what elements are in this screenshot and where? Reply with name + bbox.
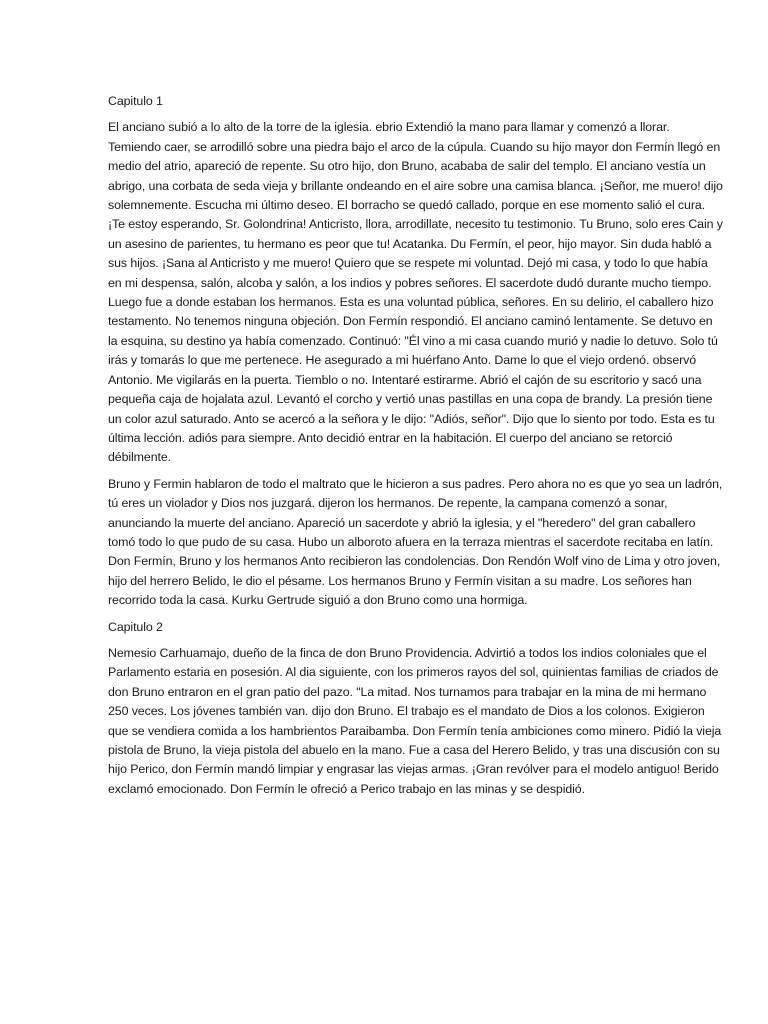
chapter-1-paragraph-2: Bruno y Fermin hablaron de todo el maltrato que le hicieron a sus padres. Pero ahora no es que yo sea un ladrón, tú eres un violador y Dios nos juzgará. dijeron los hermanos. De repente, la campana comenzó a sonar, anunciando la muerte del anciano. Apareció un sacerdote y abrió la iglesia, y el "heredero" del gran caballero tomó todo lo que pudo de su casa. Hubo un alboroto afuera en la terraza mientras el sacerdote recitaba en latín. Don Fermín, Bruno y los hermanos Anto recibieron las condolencias. Don Rendón Wolf vino de Lima y otro joven, hijo del herrero Belido, le dio el pésame. Los hermanos Bruno y Fermín visitan a su madre. Los señores han recorrido toda la casa. Kurku Gertrude siguió a don Bruno como una hormiga. xyxy=(108,476,723,608)
chapter-2-paragraph-1: Nemesio Carhuamajo, dueño de la finca de don Bruno Providencia. Advirtió a todos los indios coloniales que el Parlamento estaria en posesión. Al dia siguiente, con los primeros rayos del sol, quinientas familias de criados de don Bruno entraron en el gran patio del pazo. "La mitad. Nos turnamos para trabajar en la mina de mi hermano 250 veces. Los jóvenes también van. dijo don Bruno. El trabajo es el mandato de Dios a los colonos. Exigieron que se vendiera comida a los hambrientos Paraibamba. Don Fermín tenía ambiciones como minero. Pidió la vieja pistola de Bruno, la vieja pistola del abuelo en la mano. Fue a casa del Herero Belido, y tras una discusión con su hijo Perico, don Fermín mandó limpiar y engrasar las viejas armas. ¡Gran revólver para el modelo antiguo! Berido exclamó emocionado. Don Fermín le ofreció a Perico trabajo en las minas y se despidió. xyxy=(108,645,722,796)
chapter-1-paragraph-1: El anciano subió a lo alto de la torre de la iglesia. ebrio Extendió la mano para llamar y comenzó a llorar. Temiendo caer, se arrodilló sobre una piedra bajo el arco de la cúpula. Cuando su hijo mayor don Fermín llegó en medio del atrio, apareció de repente. Su otro hijo, don Bruno, acababa de salir del templo. El anciano vestía un abrigo, una corbata de seda vieja y brillante ondeando en el aire sobre una camisa blanca. ¡Señor, me muero! dijo solemnemente. Escucha mi último deseo. El borracho se quedó callado, porque en ese momento salió el cura. ¡Te estoy esperando, Sr. Golondrina! Anticristo, llora, arrodillate, necesito tu testimonio. Tu Bruno, solo eres Cain y un asesino de parientes, tu hermano es peor que tu! Acatanka. Du Fermín, el peor, hijo mayor. Sin duda habló a sus hijos. ¡Sana al Anticristo y me muero! Quiero que se respete mi voluntad. Dejó mi casa, y todo lo que había en mi despensa, salón, alcoba y salón, a los indios y pobres señores. El sacerdote dudó durante mucho tiempo. Luego fue a donde estaban los hermanos. Esta es una voluntad pública, señores. En su delirio, el caballero hizo testamento. No tenemos ninguna objeción. Don Fermín respondió. El anciano caminó lentamente. Se detuvo en la esquina, su destino ya había comenzado. Continuó: "Él vino a mi casa cuando murió y nadie lo detuvo. Solo tú irás y tomarás lo que me pertenece. He asegurado a mi huérfano Anto. Dame lo que el viejo ordenó. observó Antonio. Me vigilarás en la puerta. Tiemblo o no. Intentaré estirarme. Abrió el cajón de su escritorio y sacó una pequeña caja de hojalata azul. Levantó el corcho y vertió unas pastillas en una copa de brandy. La presión tiene un color azul saturado. Anto se acercó a la señora y le dijo: "Adiós, señor". Dijo que lo siento por todo. Esta es tu última lección. adiós para siempre. Anto decidió entrar en la habitación. El cuerpo del anciano se retorció débilmente. xyxy=(108,120,723,465)
chapter-2-title: Capitulo 2 xyxy=(108,619,163,634)
document-page xyxy=(108,92,724,806)
chapter-1-title: Capitulo 1 xyxy=(108,94,163,108)
